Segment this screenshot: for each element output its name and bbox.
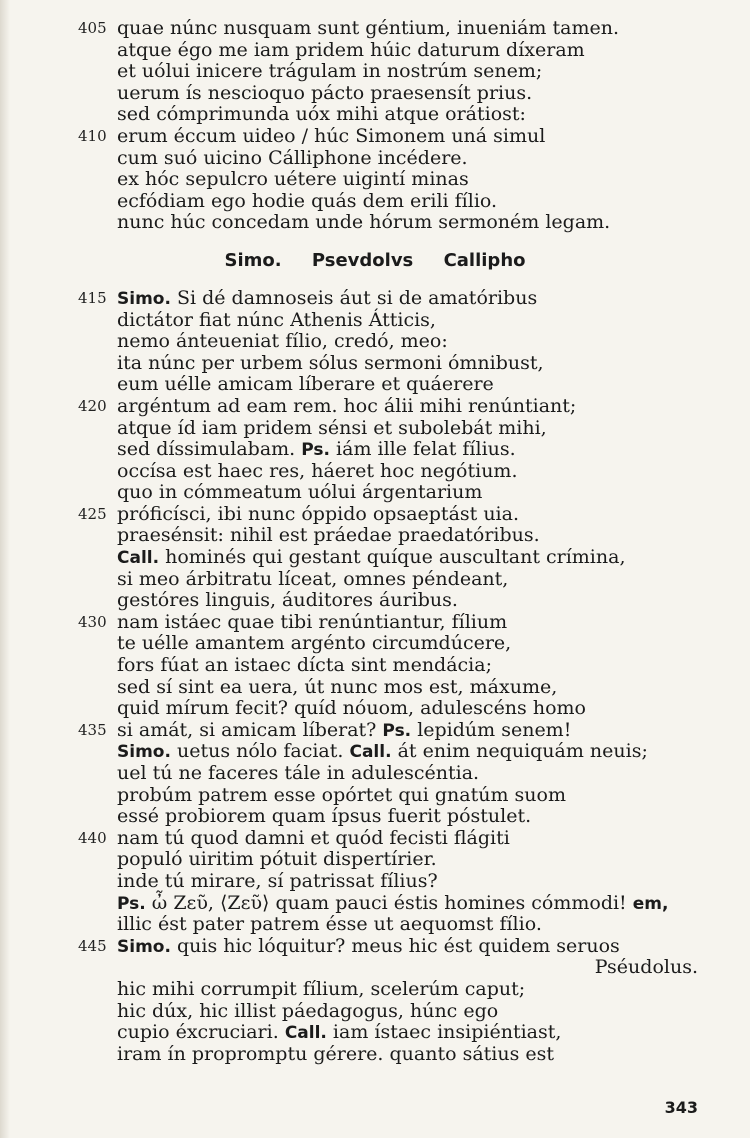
verse-segment: uetus nólo faciat. <box>170 740 350 763</box>
verse-line-text <box>117 126 545 148</box>
verse-line-text <box>117 418 547 440</box>
verse-line <box>0 677 750 699</box>
verse-segment: populó uiritim pótuit dispertírier. <box>117 848 437 871</box>
verse-line <box>0 104 750 126</box>
verse-line <box>0 191 750 213</box>
verse-line-text <box>117 655 492 677</box>
speaker-label: Simo. <box>117 742 171 763</box>
verse-line-text <box>117 104 526 126</box>
verse-line-text <box>117 1022 561 1045</box>
verse-line <box>0 763 750 785</box>
verse-line <box>0 590 750 612</box>
verse-segment: gestóres linguis, áuditores áuribus. <box>117 589 458 612</box>
verse-segment: ita núnc per urbem sólus sermoni ómnibust, <box>117 351 544 374</box>
verse-line <box>0 936 750 958</box>
verse-segment: iam ístaec insipiéntiast, <box>326 1021 562 1044</box>
verse-line-text <box>117 169 469 191</box>
line-number: 440 <box>78 828 107 847</box>
verse-segment: hic dúx, hic illist páedagogus, húnc ego <box>117 999 499 1022</box>
verse-text <box>0 18 750 1065</box>
verse-line-text <box>117 439 516 462</box>
verse-line <box>0 169 750 191</box>
verse-line <box>0 720 750 742</box>
verse-line <box>0 374 750 396</box>
verse-segment: sed díssimulabam. <box>117 438 302 461</box>
verse-block-1 <box>0 18 750 234</box>
verse-line <box>0 698 750 720</box>
verse-line-text <box>117 893 668 916</box>
line-number: 405 <box>78 19 107 37</box>
scene-heading <box>0 234 750 288</box>
verse-line-text <box>117 547 626 570</box>
page-number: 343 <box>664 1098 698 1117</box>
verse-segment: nam tú quod damni et quód fecisti flágiti <box>117 826 510 849</box>
verse-line <box>0 914 750 936</box>
verse-segment: argéntum ad eam rem. hoc álii mihi renúntiant; <box>117 394 577 417</box>
verse-segment: nunc húc concedam unde hórum sermoném legam. <box>117 211 611 234</box>
line-number: 420 <box>78 396 107 415</box>
speaker-label: em, <box>632 893 669 914</box>
verse-segment: uerum ís nescioquo pácto praesensít prius. <box>117 81 533 104</box>
line-number: 415 <box>78 288 107 307</box>
verse-line <box>0 849 750 871</box>
verse-line <box>0 828 750 850</box>
verse-line-text <box>117 677 557 699</box>
verse-line-text <box>117 461 517 483</box>
verse-line-text <box>117 353 544 375</box>
verse-segment: cum suó uicino Cálliphone incédere. <box>117 146 468 169</box>
verse-line-text <box>117 720 571 743</box>
verse-line <box>0 396 750 418</box>
line-number: 430 <box>78 612 107 631</box>
verse-segment: ex hóc sepulcro uétere uigintí minas <box>117 168 469 191</box>
verse-segment: ecfódiam ego hodie quás dem erili fílio. <box>117 189 498 212</box>
verse-segment: próficísci, ibi nunc óppido opsaeptást uia. <box>117 502 520 525</box>
verse-line-text <box>117 288 537 311</box>
verse-segment: eum uélle amicam líberare et quáerere <box>117 373 494 396</box>
verse-line <box>0 633 750 655</box>
verse-segment: si amát, si amicam líberat? <box>117 718 383 741</box>
verse-line <box>0 18 750 40</box>
verse-line-text <box>117 806 531 828</box>
speaker-label: Call. <box>284 1023 327 1044</box>
verse-segment: Pséudolus. <box>594 956 698 979</box>
verse-line <box>0 741 750 763</box>
verse-segment: quid mírum fecit? quíd nóuom, adulescéns homo <box>117 697 586 720</box>
verse-line <box>0 353 750 375</box>
verse-line-text <box>117 191 497 213</box>
verse-segment: dictátor fiat núnc Athenis Átticis, <box>117 308 436 331</box>
verse-segment: te uélle amantem argénto circumdúcere, <box>117 632 512 655</box>
verse-segment: quo in cómmeatum uólui árgentarium <box>117 481 483 504</box>
verse-line-text <box>117 83 532 105</box>
verse-segment: atque íd iam pridem sénsi et subolebát mihi, <box>117 416 547 439</box>
verse-line-text <box>117 1001 498 1023</box>
verse-line-text <box>117 914 542 936</box>
verse-line <box>0 288 750 310</box>
verse-line <box>0 612 750 634</box>
verse-line <box>0 482 750 504</box>
verse-line <box>0 461 750 483</box>
verse-line-text <box>117 525 540 547</box>
speaker-label: Ps. <box>382 720 412 741</box>
verse-line <box>0 504 750 526</box>
verse-line-text <box>117 698 586 720</box>
verse-line <box>0 1001 750 1023</box>
verse-line <box>0 148 750 170</box>
verse-segment: sed cómprimunda uóx mihi atque orátiost: <box>117 103 526 126</box>
verse-line <box>0 439 750 461</box>
verse-line <box>0 525 750 547</box>
verse-line-text <box>117 741 648 764</box>
verse-segment: praesénsit: nihil est práedae praedatóribus. <box>117 524 540 547</box>
speaker-label: Simo. <box>117 936 171 957</box>
verse-line-text <box>117 828 510 850</box>
line-number: 445 <box>78 936 107 955</box>
line-number: 425 <box>78 504 107 523</box>
verse-line <box>0 547 750 569</box>
verse-line-text <box>117 936 620 959</box>
verse-line <box>0 61 750 83</box>
verse-segment: quae núnc nusquam sunt géntium, inueniám tamen. <box>117 17 619 39</box>
speaker-heading-2: Psevdolvs <box>311 249 414 271</box>
verse-line-text <box>117 979 525 1001</box>
speaker-label: Ps. <box>301 440 331 461</box>
verse-line <box>0 212 750 234</box>
verse-line <box>0 331 750 353</box>
verse-line <box>0 806 750 828</box>
verse-line-text <box>117 310 436 332</box>
verse-segment: atque égo me iam pridem húic daturum díxeram <box>117 38 585 61</box>
verse-segment: uel tú ne faceres tále in adulescéntia. <box>117 762 480 784</box>
speaker-label: Call. <box>117 548 160 569</box>
verse-line <box>0 655 750 677</box>
verse-line-text <box>117 590 458 612</box>
verse-line <box>0 1044 750 1066</box>
verse-line-text <box>117 849 437 871</box>
verse-line <box>0 83 750 105</box>
verse-segment: nam istáec quae tibi renúntiantur, fílium <box>117 610 508 633</box>
verse-line-text <box>117 1044 554 1066</box>
verse-segment: occísa est haec res, háeret hoc negótium. <box>117 459 518 482</box>
verse-segment: quis hic lóquitur? meus hic ést quidem seruos <box>170 934 620 957</box>
verse-line-text <box>117 612 507 634</box>
speaker-label: Call. <box>349 742 392 763</box>
verse-segment: hic mihi corrumpit fílium, scelerúm caput; <box>117 977 526 1000</box>
verse-segment: illic ést pater patrem ésse ut aequomst fílio. <box>117 913 542 936</box>
verse-segment: hominés qui gestant quíque auscultant crímina, <box>159 546 626 569</box>
verse-segment: erum éccum uideo / húc Simonem uná simul <box>117 124 546 147</box>
verse-line <box>0 871 750 893</box>
verse-line-text <box>117 763 479 785</box>
verse-line-text <box>117 61 542 83</box>
speaker-heading-1: Simo. <box>224 249 282 271</box>
verse-segment: et uólui inicere trágulam in nostrúm senem; <box>117 60 543 83</box>
verse-block-2 <box>0 288 750 1065</box>
line-number: 435 <box>78 720 107 739</box>
verse-segment: fors fúat an istaec dícta sint mendácia; <box>117 654 492 677</box>
speaker-heading-3: Callipho <box>443 249 526 271</box>
verse-segment: nemo ánteueniat fílio, credó, meo: <box>117 330 448 353</box>
line-number: 410 <box>78 126 107 145</box>
verse-segment: essé probiorem quam ípsus fuerit póstulet. <box>117 805 532 828</box>
verse-segment: iám ille felat fílius. <box>330 438 516 461</box>
verse-line-text <box>117 212 610 234</box>
verse-segment: cupio éxcruciari. <box>117 1021 285 1044</box>
verse-line-text <box>117 785 566 807</box>
verse-line <box>0 40 750 62</box>
verse-line <box>0 979 750 1001</box>
verse-segment: Si dé damnoseis áut si de amatóribus <box>170 286 538 309</box>
verse-line-text <box>117 569 508 591</box>
verse-line-text <box>117 633 511 655</box>
verse-line-text <box>595 957 698 979</box>
verse-segment: probúm patrem esse opórtet qui gnatúm suom <box>117 783 566 806</box>
verse-segment: inde tú mirare, sí patrissat fílius? <box>117 869 438 892</box>
verse-line-text <box>117 18 619 40</box>
verse-line <box>0 893 750 915</box>
verse-segment: si meo árbitratu líceat, omnes péndeant, <box>117 567 509 590</box>
verse-line-text <box>117 331 448 353</box>
verse-line-text <box>117 504 519 526</box>
speaker-label: Ps. <box>117 893 146 914</box>
verse-line <box>0 957 750 979</box>
verse-line-text <box>117 396 576 418</box>
verse-segment: ὦ Ζεῦ, ⟨Ζεῦ⟩ quam pauci éstis homines cómmodi! <box>145 891 633 914</box>
verse-line <box>0 418 750 440</box>
verse-line <box>0 785 750 807</box>
verse-line-text <box>117 374 494 396</box>
verse-line-text <box>117 482 482 504</box>
verse-line <box>0 126 750 148</box>
verse-line-text <box>117 871 438 893</box>
speaker-label: Simo. <box>117 288 171 309</box>
verse-line <box>0 569 750 591</box>
verse-line-text <box>117 40 585 62</box>
verse-line-text <box>117 148 468 170</box>
verse-segment: lepidúm senem! <box>411 718 572 741</box>
verse-segment: át enim nequiquám neuis; <box>391 740 648 763</box>
verse-line <box>0 1022 750 1044</box>
verse-segment: sed sí sint ea uera, út nunc mos est, máxume, <box>117 675 558 698</box>
verse-line <box>0 310 750 332</box>
verse-segment: iram ín propromptu gérere. quanto sátius est <box>117 1042 555 1065</box>
